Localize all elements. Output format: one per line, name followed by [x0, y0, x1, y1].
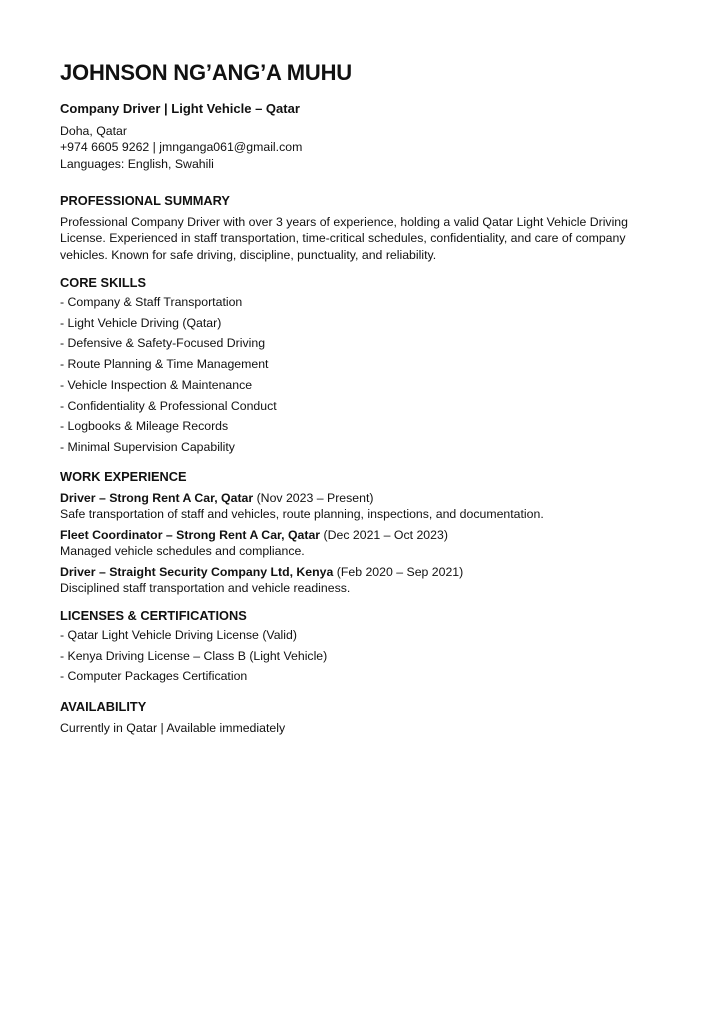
experience-section [60, 469, 660, 601]
job-description: Disciplined staff transportation and vehicle readiness. [60, 581, 351, 596]
summary-section [60, 193, 660, 263]
job-role: Fleet Coordinator – Strong Rent A Car, Qatar [60, 528, 321, 543]
licenses-heading: LICENSES & CERTIFICATIONS [60, 608, 247, 623]
job-role: Driver – Strong Rent A Car, Qatar [60, 491, 254, 505]
skill-item: - Logbooks & Mileage Records [60, 419, 229, 434]
languages: Languages: English, Swahili [60, 156, 214, 171]
skills-heading: CORE SKILLS [60, 275, 147, 290]
availability-section [60, 699, 660, 736]
resume-header [60, 60, 660, 172]
job-entry [60, 564, 660, 597]
availability-text: Currently in Qatar | Available immediately [60, 721, 286, 735]
availability-heading: AVAILABILITY [60, 699, 147, 714]
skill-item: - Company & Staff Transportation [60, 295, 243, 309]
skill-item: - Defensive & Safety-Focused Driving [60, 336, 266, 351]
job-dates: (Feb 2020 – Sep 2021) [333, 565, 464, 580]
job-title: Company Driver | Light Vehicle – Qatar [60, 101, 300, 116]
job-entry [60, 490, 660, 523]
job-description: Safe transportation of staff and vehicles, route planning, inspections, and documentation. [60, 507, 544, 522]
job-dates: (Nov 2023 – Present) [253, 491, 374, 505]
skill-item: - Confidentiality & Professional Conduct [60, 398, 277, 413]
location: Doha, Qatar [60, 124, 127, 138]
job-dates: (Dec 2021 – Oct 2023) [320, 528, 448, 543]
job-description: Managed vehicle schedules and compliance. [60, 544, 305, 559]
job-entry [60, 527, 660, 560]
summary-text: Professional Company Driver with over 3 years of experience, holding a valid Qatar Light Vehicle Driving License. Experienced in staff transportation, time-critical schedules, confidentiality, and care of company vehicles. Known for safe driving, discipline, punctuality, and reliability. [60, 215, 628, 262]
summary-heading: PROFESSIONAL SUMMARY [60, 193, 230, 208]
candidate-name: JOHNSON NG’ANG’A MUHU [60, 60, 352, 85]
job-role: Driver – Straight Security Company Ltd, Kenya [60, 565, 334, 580]
licenses-section [60, 608, 660, 687]
skill-item: - Minimal Supervision Capability [60, 439, 235, 454]
skill-item: - Light Vehicle Driving (Qatar) [60, 315, 222, 330]
contact-info: +974 6605 9262 | jmnganga061@gmail.com [60, 140, 303, 155]
skill-item: - Route Planning & Time Management [60, 357, 269, 372]
license-item: - Qatar Light Vehicle Driving License (Valid) [60, 628, 297, 642]
experience-heading: WORK EXPERIENCE [60, 469, 187, 484]
license-item: - Computer Packages Certification [60, 669, 248, 684]
license-item: - Kenya Driving License – Class B (Light Vehicle) [60, 648, 328, 663]
skills-section [60, 275, 660, 458]
skill-item: - Vehicle Inspection & Maintenance [60, 377, 253, 392]
